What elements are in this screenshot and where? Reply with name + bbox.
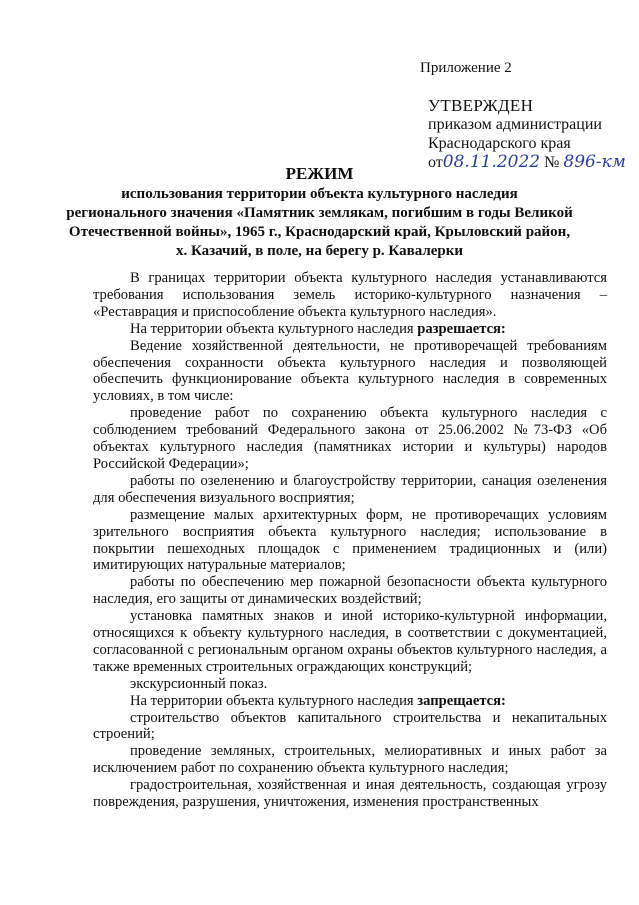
paragraph-text: экскурсионный показ. — [130, 675, 268, 692]
paragraph-text: проведение работ по сохранению объекта культурного наследия с соблюдением требований Федерального закона от 25.06.2002 №73-ФЗ «Об объектах культурного наследия (памятниках истории и культуры) народов Российской Федерации»; — [93, 405, 607, 472]
title-heading: РЕЖИМ — [285, 164, 354, 183]
title-line-3: Отечественной войны», 1965 г., Краснодарский край, Крыловский район, — [68, 224, 571, 240]
approval-from: от — [428, 154, 443, 171]
paragraph — [93, 574, 607, 608]
paragraph-text: работы по обеспечению мер пожарной безопасности объекта культурного наследия, его защиты от динамических воздействий; — [93, 574, 607, 608]
approval-line-2: Краснодарского края — [428, 135, 571, 152]
paragraph-text: На территории объекта культурного наследия — [130, 692, 418, 709]
document-title — [0, 164, 639, 261]
paragraph-bold-text: разрешается: — [417, 320, 506, 337]
paragraph — [93, 473, 607, 507]
approval-title: УТВЕРЖДЕН — [428, 96, 534, 115]
paragraph-text: градостроительная, хозяйственная и иная деятельность, создающая угрозу повреждения, разрушения, уничтожения, изменения пространственных — [93, 777, 607, 811]
paragraph-text: проведение земляных, строительных, мелиоративных и иных работ за исключением работ по сохранению объекта культурного наследия; — [93, 743, 607, 777]
paragraph-text: строительство объектов капитального строительства и некапитальных строений; — [93, 709, 607, 743]
paragraph-text: На территории объекта культурного наследия — [130, 320, 418, 337]
paragraph-text: В границах территории объекта культурного наследия устанавливаются требования использования земель историко-культурного назначения – «Реставрация и приспособление объекта культурного наследия». — [93, 270, 607, 320]
approval-line-1: приказом администрации — [428, 116, 602, 133]
title-line-1: использования территории объекта культурного наследия — [121, 186, 518, 202]
approval-number-sign: № — [544, 154, 560, 171]
paragraph-text: Ведение хозяйственной деятельности, не противоречащей требованиям обеспечения сохранности объекта культурного наследия и позволяющей обеспечить функционирование объекта культурного наследия в современных условиях, в том числе: — [93, 337, 607, 405]
paragraph-text: размещение малых архитектурных форм, не противоречащих условиям зрительного восприятия объекта культурного наследия; использование в покрытии пешеходных площадок с применением традиционных и (или) имитирующих натуральные материалов; — [93, 506, 607, 574]
document-body — [93, 270, 607, 811]
paragraph — [93, 405, 607, 473]
paragraph — [93, 338, 607, 406]
paragraph — [93, 608, 607, 676]
title-line-4: х. Казачий, в поле, на берегу р. Кавалерки — [175, 243, 464, 259]
approval-number: 896-км — [563, 152, 626, 172]
approval-date: 08.11.2022 — [442, 152, 541, 172]
paragraph-text: установка памятных знаков и иной историко-культурной информации, относящихся к объекту культурного наследия, в соответствии с документацией, согласованной с региональным органом охраны объектов культурного наследия, а также временных строительных ограждающих конструкций; — [93, 608, 607, 675]
paragraph — [93, 507, 607, 575]
paragraph — [93, 777, 607, 811]
paragraph — [93, 693, 607, 710]
appendix-label: Приложение 2 — [420, 60, 512, 76]
approval-block — [428, 96, 626, 172]
paragraph — [93, 676, 607, 693]
paragraph — [93, 710, 607, 744]
paragraph-bold-text: запрещается: — [417, 692, 506, 709]
paragraph — [93, 743, 607, 777]
paragraph-text: работы по озеленению и благоустройству территории, санация озеленения для обеспечения визуального восприятия; — [93, 472, 607, 506]
paragraph — [93, 270, 607, 321]
paragraph — [93, 321, 607, 338]
title-line-2: регионального значения «Памятник землякам, погибшим в годы Великой — [66, 205, 573, 221]
